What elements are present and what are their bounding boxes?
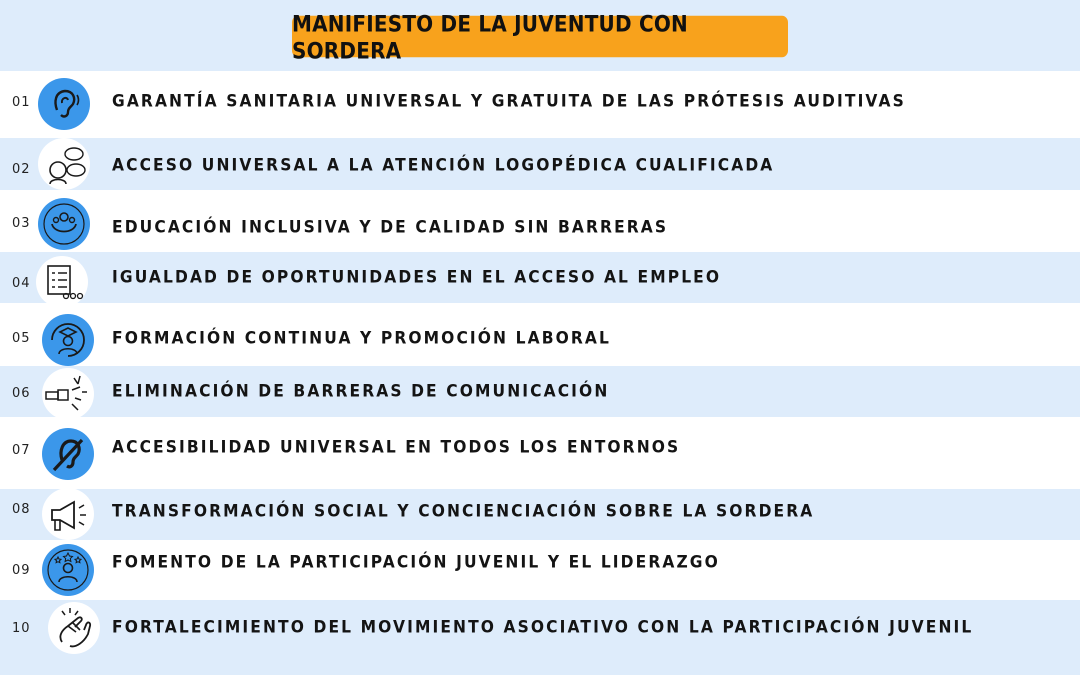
inclusion-hands-icon bbox=[38, 198, 90, 250]
item-number: 09 bbox=[12, 563, 31, 578]
leader-stars-icon bbox=[42, 544, 94, 596]
item-text: GARANTÍA SANITARIA UNIVERSAL Y GRATUITA DE LAS PRÓTESIS AUDITIVAS bbox=[112, 91, 906, 111]
item-number: 03 bbox=[12, 216, 31, 231]
breaking-barrier-icon bbox=[42, 368, 94, 420]
graduate-icon bbox=[42, 314, 94, 366]
item-number: 05 bbox=[12, 331, 31, 346]
item-number: 01 bbox=[12, 95, 31, 110]
item-number: 08 bbox=[12, 502, 31, 517]
item-text: FOMENTO DE LA PARTICIPACIÓN JUVENIL Y EL LIDERAZGO bbox=[112, 552, 720, 572]
job-checklist-icon bbox=[36, 256, 88, 308]
item-number: 04 bbox=[12, 276, 31, 291]
item-text: IGUALDAD DE OPORTUNIDADES EN EL ACCESO AL EMPLEO bbox=[112, 267, 722, 287]
item-text: FORTALECIMIENTO DEL MOVIMIENTO ASOCIATIVO CON LA PARTICIPACIÓN JUVENIL bbox=[112, 617, 974, 637]
item-text: EDUCACIÓN INCLUSIVA Y DE CALIDAD SIN BARRERAS bbox=[112, 217, 669, 237]
ear-icon bbox=[38, 78, 90, 130]
page-title: MANIFIESTO DE LA JUVENTUD CON SORDERA bbox=[292, 16, 788, 57]
item-number: 07 bbox=[12, 443, 31, 458]
item-text: FORMACIÓN CONTINUA Y PROMOCIÓN LABORAL bbox=[112, 328, 611, 348]
item-text: ACCESIBILIDAD UNIVERSAL EN TODOS LOS ENTORNOS bbox=[112, 437, 681, 457]
megaphone-icon bbox=[42, 488, 94, 540]
item-number: 06 bbox=[12, 386, 31, 401]
item-number: 10 bbox=[12, 621, 31, 636]
item-text: ACCESO UNIVERSAL A LA ATENCIÓN LOGOPÉDICA CUALIFICADA bbox=[112, 155, 775, 175]
clapping-hands-icon bbox=[48, 602, 100, 654]
item-text: ELIMINACIÓN DE BARRERAS DE COMUNICACIÓN bbox=[112, 381, 610, 401]
item-number: 02 bbox=[12, 162, 31, 177]
hearing-loss-icon bbox=[42, 428, 94, 480]
list-item-10 bbox=[0, 600, 1080, 675]
speech-therapy-icon bbox=[38, 138, 90, 190]
item-text: TRANSFORMACIÓN SOCIAL Y CONCIENCIACIÓN SOBRE LA SORDERA bbox=[112, 501, 815, 521]
